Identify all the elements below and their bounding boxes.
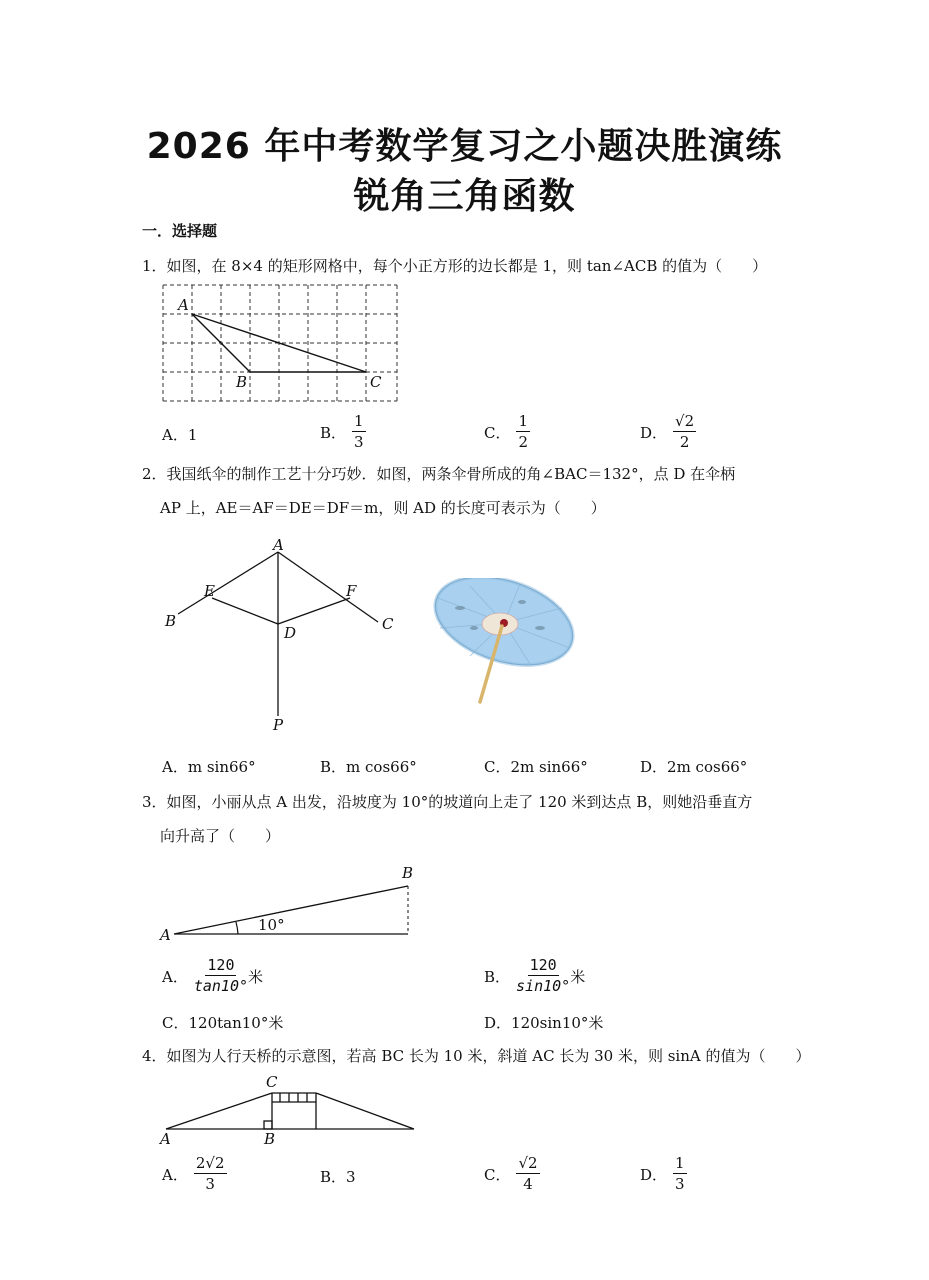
q1-option-a[interactable]: A． 1 — [162, 425, 198, 444]
q2-option-a[interactable]: A．m sin66° — [162, 758, 256, 776]
point-a-label: A — [160, 926, 171, 944]
question-2-text-line1: 2．我国纸伞的制作工艺十分巧妙．如图，两条伞骨所成的角∠BAC＝132°，点 D 在伞柄 — [142, 465, 736, 483]
q4-option-d[interactable]: D． $\frac{1}{3}$ — [640, 1154, 685, 1193]
question-3-slope-diagram — [158, 862, 428, 948]
question-3-text-line1: 3．如图，小丽从点 A 出发，沿坡度为 10°的坡道向上走了 120 米到达点 B，则她沿垂直方 — [142, 793, 753, 811]
section-heading: 一．选择题 — [142, 222, 218, 240]
point-e-label: E — [204, 582, 215, 600]
question-2-text-line2: AP 上，AE＝AF＝DE＝DF＝m，则 AD 的长度可表示为（ ） — [160, 499, 606, 517]
q1-option-b[interactable]: B． $\frac{1}{3}$ — [320, 412, 364, 451]
point-b-label: B — [264, 1130, 276, 1148]
question-2-umbrella-diagram — [158, 536, 418, 736]
q4-option-b[interactable]: B．3 — [320, 1168, 356, 1186]
fraction: $\frac{√2}{4}$ — [518, 1154, 538, 1193]
q3-option-c[interactable]: C．120tan10°米 — [162, 1014, 284, 1032]
point-a-label: A — [273, 536, 284, 554]
fraction: $\frac{1}{2}$ — [518, 412, 529, 451]
point-c-label: C — [370, 373, 382, 391]
q2-option-d[interactable]: D．2m cos66° — [640, 758, 748, 776]
fraction: $\frac{2√2}{3}$ — [195, 1154, 225, 1193]
question-4-text: 4．如图为人行天桥的示意图，若高 BC 长为 10 米，斜道 AC 长为 30 米，则 sinA 的值为（ ） — [142, 1047, 811, 1065]
q3-option-b[interactable]: B． $\frac{120}{\sin 10^\circ}$ 米 — [484, 956, 586, 995]
point-a-label: A — [160, 1130, 171, 1148]
fraction: $\frac{1}{3}$ — [675, 1154, 685, 1193]
angle-label: 10° — [258, 916, 285, 934]
point-p-label: P — [273, 716, 284, 734]
question-3-text-line2: 向升高了（ ） — [160, 827, 281, 845]
point-c-label: C — [266, 1073, 278, 1091]
fraction: $\frac{120}{\sin 10^\circ}$ — [516, 956, 571, 995]
q2-option-b[interactable]: B．m cos66° — [320, 758, 417, 776]
point-b-label: B — [165, 612, 177, 630]
point-c-label: C — [382, 615, 394, 633]
question-1-text: 1．如图，在 8×4 的矩形网格中，每个小正方形的边长都是 1，则 tan∠ACB 的值为（ ） — [142, 257, 768, 275]
q4-option-c[interactable]: C． $\frac{√2}{4}$ — [484, 1154, 538, 1193]
page-title: 2026 年中考数学复习之小题决胜演练 — [146, 126, 783, 167]
point-d-label: D — [284, 624, 297, 642]
question-1-grid-figure — [158, 280, 408, 410]
fraction: $\frac{1}{3}$ — [354, 412, 364, 451]
q1-option-d[interactable]: D． $\frac{√2}{2}$ — [640, 412, 695, 451]
q3-option-d[interactable]: D．120sin10°米 — [484, 1014, 604, 1032]
q1-option-c[interactable]: C． $\frac{1}{2}$ — [484, 412, 529, 451]
point-b-label: B — [402, 864, 414, 882]
q4-option-a[interactable]: A． $\frac{2√2}{3}$ — [162, 1154, 225, 1193]
q2-option-c[interactable]: C．2m sin66° — [484, 758, 588, 776]
fraction: $\frac{√2}{2}$ — [675, 412, 695, 451]
fraction: $\frac{120}{\tan 10^\circ}$ — [193, 956, 249, 995]
question-4-bridge-diagram — [158, 1072, 423, 1152]
paper-umbrella-image — [430, 578, 580, 708]
point-f-label: F — [346, 582, 357, 600]
point-b-label: B — [236, 373, 248, 391]
page-subtitle: 锐角三角函数 — [353, 176, 576, 217]
q3-option-a[interactable]: A． $\frac{120}{\tan 10^\circ}$ 米 — [162, 956, 264, 995]
point-a-label: A — [178, 296, 189, 314]
